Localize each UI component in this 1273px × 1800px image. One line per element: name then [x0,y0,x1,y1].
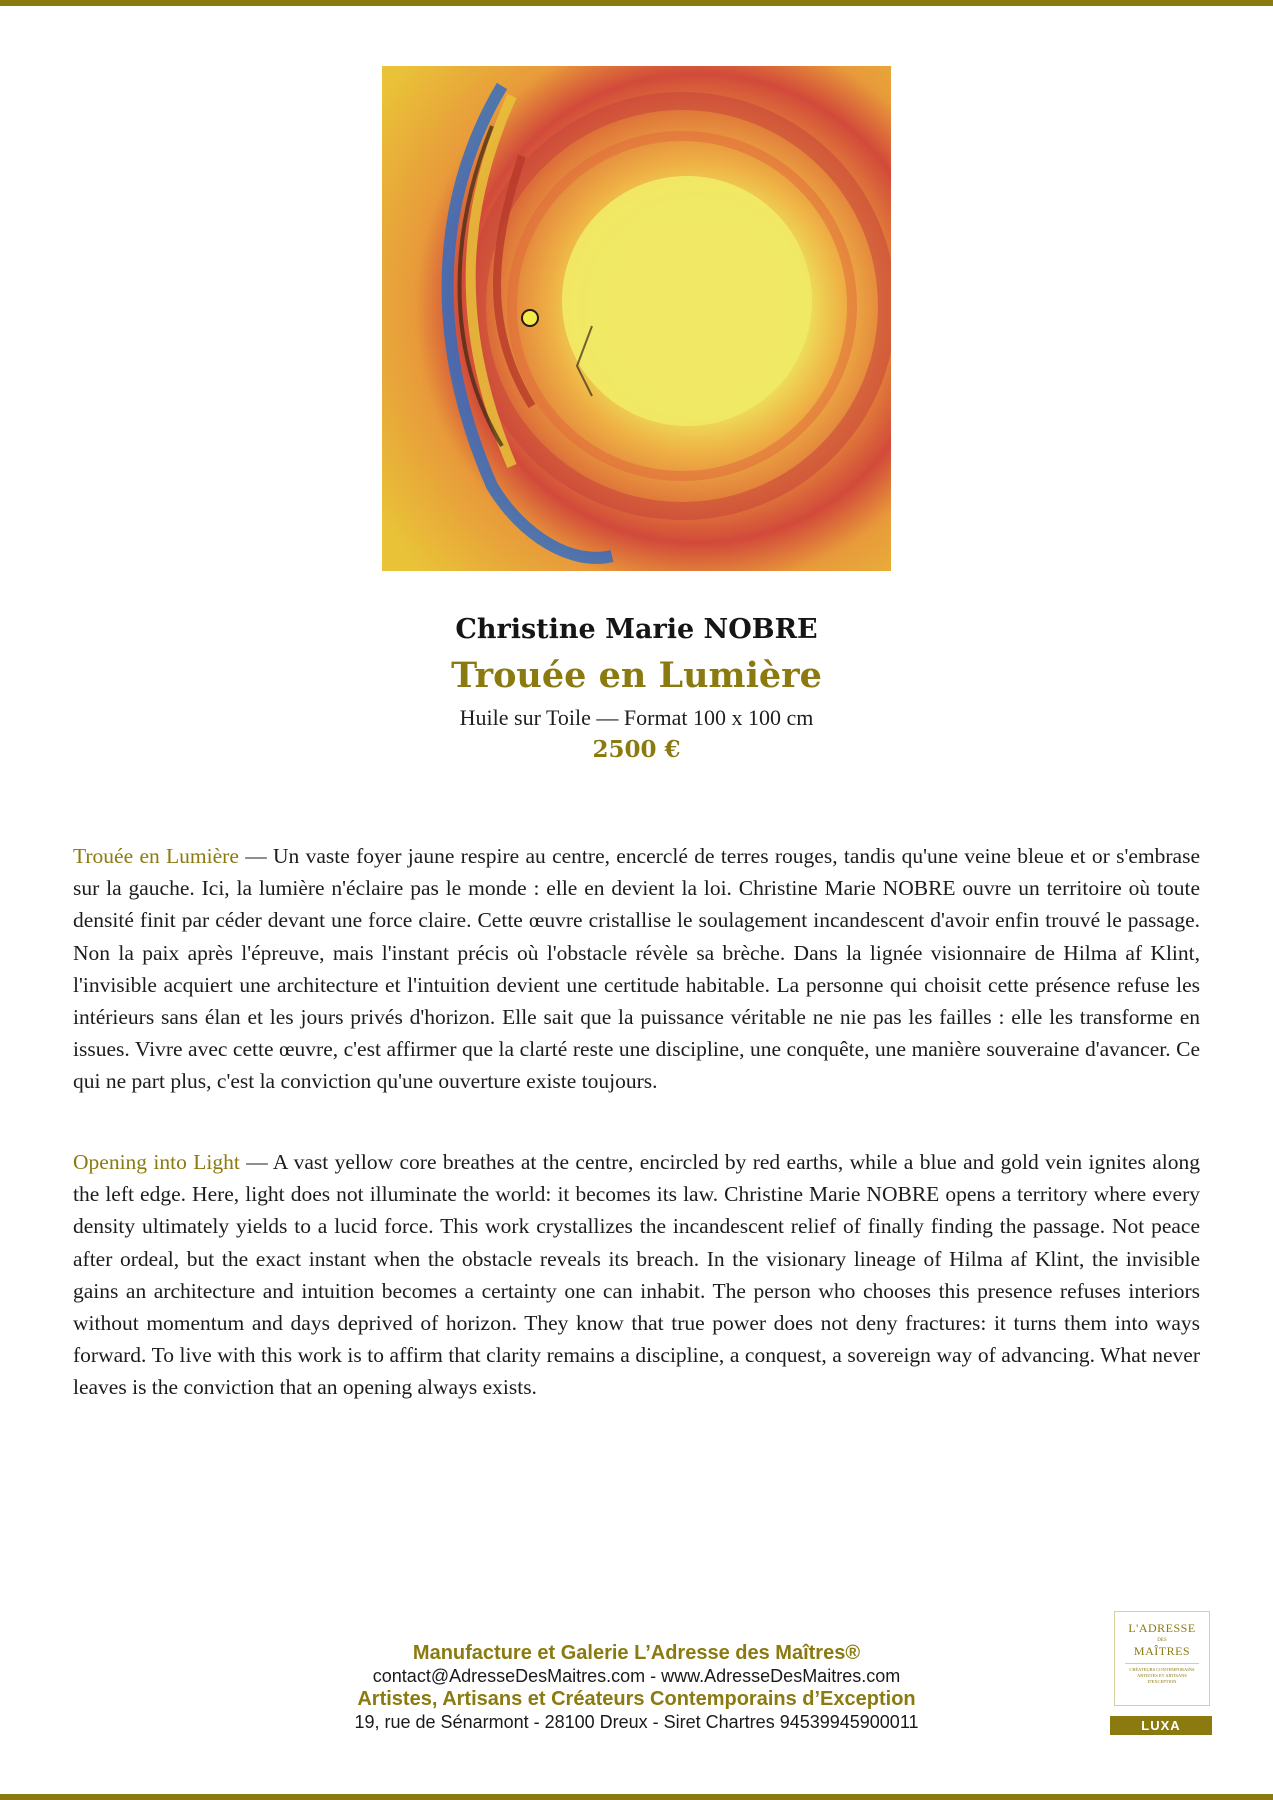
footer-tagline: Artistes, Artisans et Créateurs Contemporains d’Exception [357,1688,916,1710]
artwork-title: Trouée en Lumière [451,655,822,696]
artwork-price: 2500 € [592,736,681,763]
artwork-medium: Huile sur Toile — Format 100 x 100 cm [459,705,814,730]
footer-contact: contact@AdresseDesMaitres.com - www.AdresseDesMaitres.com [372,1666,901,1686]
description-french [73,840,1200,1098]
logo-line-3: MAÎTRES [1133,1644,1191,1658]
gallery-footer [280,1641,993,1733]
description-french-body: — Un vaste foyer jaune respire au centre, encerclé de terres rouges, tandis qu'une veine bleue et or s'embrase sur la gauche. Ici, la lumière n'éclaire pas le monde : elle en devient la loi. Christine Marie NOBRE ouvre un territoire où toute densité finit par céder devant une force claire. Cette œuvre cristallise le soulagement incandescent d'avoir enfin trouvé le passage. Non la paix après l'épreuve, mais l'instant précis où l'obstacle révèle sa brèche. Dans la lignée visionnaire de Hilma af Klint, l'invisible acquiert une architecture et l'intuition devient une certitude habitable. La personne qui choisit cette présence refuse les intérieurs sans élan et les jours privés d'horizon. Elle sait que la puissance véritable ne nie pas les failles : elle les transforme en issues. Vivre avec cette œuvre, c'est affirmer que la clarté reste une discipline, une conquête, une manière souveraine d'avancer. Ce qui ne part plus, c'est la conviction qu'une ouverture existe toujours. [73,844,1201,1094]
logo-line-1: L'ADRESSE [1128,1621,1196,1635]
logo-tagline: CRÉATEURS CONTEMPORAINS ARTISTES ET ARTISANS D'EXCEPTION [1129,1667,1195,1684]
logo-badge: LUXA [1110,1716,1212,1735]
description-english-body: — A vast yellow core breathes at the centre, encircled by red earths, while a blue and gold vein ignites along the left edge. Here, light does not illuminate the world: it becomes its law. Christine Marie NOBRE opens a territory where every density ultimately yields to a lucid force. This work crystallizes the incandescent relief of finally finding the passage. Not peace after ordeal, but the exact instant when the obstacle reveals its breach. In the visionary lineage of Hilma af Klint, the invisible gains an architecture and intuition becomes a certainty one can inhabit. The person who chooses this presence refuses interiors without momentum and days deprived of horizon. They know that true power does not deny fractures: it turns them into ways forward. To live with this work is to affirm that clarity remains a discipline, a conquest, a sovereign way of advancing. What never leaves is the conviction that an opening always exists. [73,1150,1200,1400]
artwork-image [382,66,891,571]
description-english-lead: Opening into Light [73,1150,240,1174]
footer-gallery-name: Manufacture et Galerie L’Adresse des Maîtres® [412,1642,861,1664]
logo-divider [1125,1663,1199,1664]
top-accent-bar [0,0,1273,6]
description-english [73,1146,1200,1404]
logo-line-2: DES [1157,1638,1167,1643]
footer-address: 19, rue de Sénarmont - 28100 Dreux - Siret Chartres 94539945900011 [354,1712,919,1732]
gallery-logo [1114,1611,1210,1706]
description-french-lead: Trouée en Lumière [73,844,239,868]
artist-name: Christine Marie NOBRE [455,614,818,645]
bottom-accent-bar [0,1794,1273,1800]
